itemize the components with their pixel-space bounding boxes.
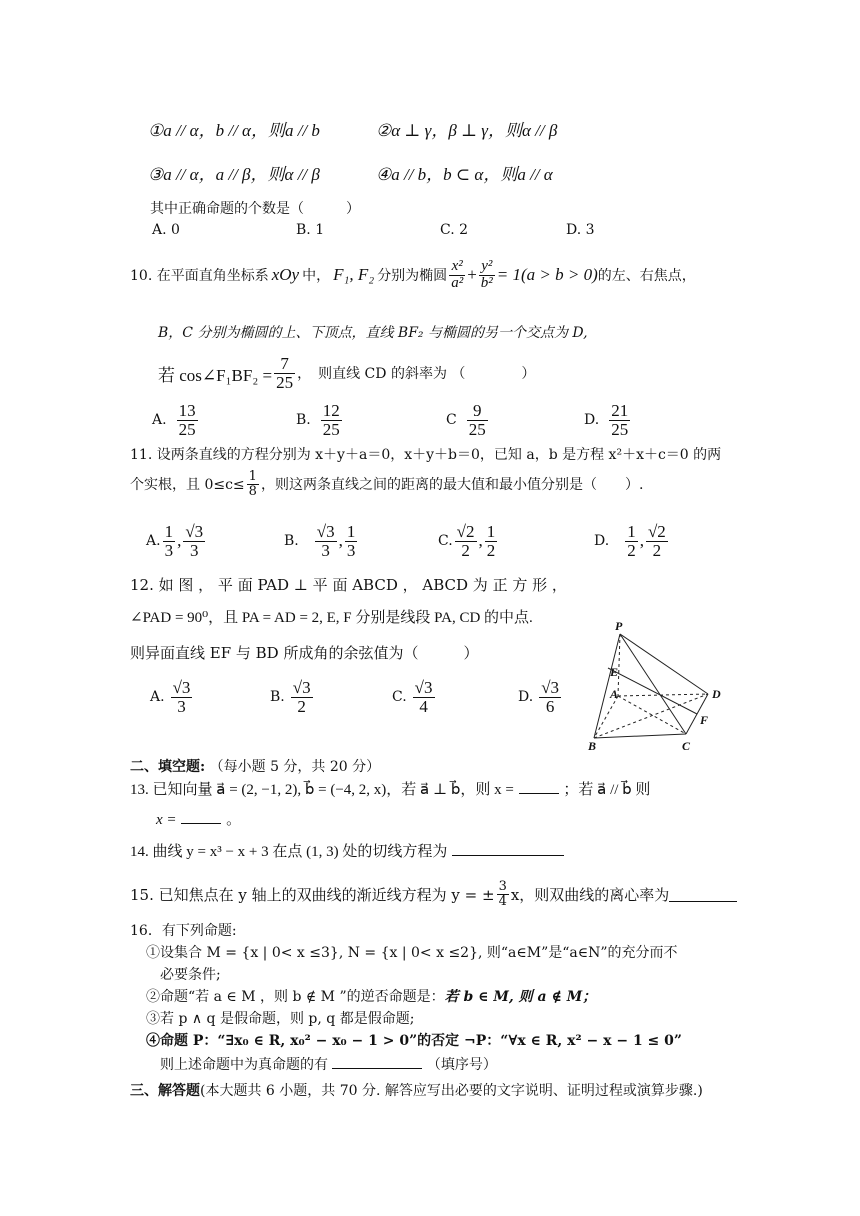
q9-choice-b: B. 1 (296, 222, 325, 238)
choice-label: D. (584, 412, 600, 428)
label-B: B (588, 739, 597, 753)
section-3-heading (130, 1080, 703, 1100)
q16-answer-line (160, 1054, 497, 1074)
fraction-numerator: √2 (456, 521, 475, 541)
q13-answer-blank-2[interactable] (181, 809, 221, 824)
q13-line-1 (130, 778, 650, 799)
q12-choice-a (150, 674, 194, 720)
q12-pyramid-figure (580, 616, 750, 756)
choice-label: C (446, 412, 457, 428)
choice-fraction-1 (315, 523, 337, 560)
choice-fraction (413, 679, 435, 716)
choice-fraction-1 (455, 523, 477, 560)
choice-label: A. (146, 533, 161, 549)
fraction-denominator: 2 (486, 540, 496, 560)
fraction-numerator: 1 (486, 521, 496, 541)
fraction-denominator: 2 (297, 696, 306, 716)
fraction-denominator: 3 (189, 540, 199, 560)
edge-AD (618, 694, 708, 696)
q10-line-3 (158, 350, 535, 396)
choice-fraction (177, 402, 198, 439)
q13-line-2 (156, 808, 241, 829)
q10-choice-b (296, 398, 344, 442)
q11-choice-c: C. $\frac{√2}{2}$ , $\frac{1}{2}$ (438, 521, 496, 560)
choice-fraction (539, 679, 561, 716)
label-F: F (700, 713, 709, 727)
fraction-numerator: √3 (292, 677, 311, 697)
q16-proposition-2b: 若 b ∈ M, 则 a ∉ M； (444, 989, 597, 1005)
q11-text-a: 个实根，且 0≤c≤ (130, 477, 245, 493)
fraction-denominator: 3 (164, 540, 174, 560)
choice-fraction-1 (163, 523, 176, 560)
q16-proposition-3: ③若 p ∧ q 是假命题，则 p, q 都是假命题; (146, 1011, 415, 1027)
q14-line (130, 840, 564, 861)
choice-fraction-2 (345, 523, 358, 560)
q10-coord-system: xOy (271, 265, 300, 284)
q9-choice-a: A. 0 (152, 222, 180, 238)
q10-foci: F₁, F₂ (333, 265, 375, 284)
fraction-numerator: 21 (611, 400, 629, 420)
fraction-numerator: √3 (172, 677, 191, 697)
choice-fraction (467, 402, 488, 439)
q10-cos-expression: 若 cos∠F₁BF₂ = (158, 365, 273, 385)
choice-label: C. (438, 533, 453, 549)
fraction-denominator: 2 (461, 540, 470, 560)
segment-AC (618, 696, 686, 734)
q10-choice-c (446, 398, 490, 442)
fraction-numerator: x² (449, 259, 465, 276)
q10-ellipse-x-fraction (449, 259, 465, 292)
label-A: A (610, 687, 619, 701)
q10-ellipse-y-fraction (479, 259, 495, 292)
q14-answer-blank[interactable] (452, 841, 564, 856)
label-C: C (682, 739, 691, 753)
q15-text-b: x，则双曲线的离心率为 (510, 885, 670, 904)
edge-PC (620, 634, 686, 734)
q9-choice-d: D. 3 (566, 222, 595, 238)
choice-fraction (291, 679, 313, 716)
q10-line-1: 10. 在平面直角坐标系 xOy 中， F₁, F₂ 分别为椭圆 $\frac{\text{x²}}{\text{a²}}$ + $\frac{\text{y²}}{\text{b²}}$ = 1(a > b > 0) 的左、右焦点， (130, 257, 696, 291)
edge-AB (594, 696, 618, 738)
edge-BC (594, 734, 686, 738)
q16-proposition-2 (146, 986, 596, 1006)
fraction-denominator: 4 (419, 696, 428, 716)
choice-label: A. (150, 689, 165, 705)
section-2-note: （每小题 5 分，共 20 分） (209, 759, 381, 775)
section-3-note: (本大题共 6 小题，共 70 分. 解答应写出必要的文字说明、证明过程或演算步骤.) (200, 1083, 703, 1099)
choice-label: C. (392, 689, 407, 705)
q10-line-2: B，C 分别为椭圆的上、下顶点，直线 BF₂ 与椭圆的另一个交点为 D, (158, 325, 588, 341)
fraction-denominator: 25 (322, 419, 340, 439)
q16-text-a: 则上述命题中为真命题的有 (160, 1057, 328, 1073)
fraction-numerator: √2 (647, 521, 666, 541)
fraction-denominator: 25 (276, 372, 294, 392)
fraction-numerator: y² (479, 259, 495, 276)
choice-fraction (609, 402, 630, 439)
fraction-denominator: 3 (177, 696, 186, 716)
q9-statement-3: ③a // α，a // β，则α // β (148, 165, 320, 184)
q16-proposition-1a: ①设集合 M = {x | 0< x ≤3}, N = {x | 0< x ≤2}, 则“a∈M”是“a∈N”的充分而不 (146, 945, 678, 961)
q9-statement-2: ②α ⊥ γ，β ⊥ γ，则α // β (376, 121, 558, 140)
q13-text-a: 13. 已知向量 a⃗ = (2, −1, 2), b⃗ = (−4, 2, x)，若 a⃗ ⊥ b⃗，则 x = (130, 782, 514, 798)
fraction-numerator: √3 (414, 677, 433, 697)
q13-text-d: 。 (226, 810, 242, 828)
choice-label: B. (284, 533, 299, 549)
fraction-denominator: 6 (545, 696, 555, 716)
q16-answer-blank[interactable] (332, 1054, 422, 1069)
q13-text-c: x = (156, 812, 177, 828)
q12-line-1: 12. 如 图 ， 平 面 PAD ⊥ 平 面 ABCD ， ABCD 为 正 方 形 ， (130, 576, 567, 594)
q15-text-a: 15. 已知焦点在 y 轴上的双曲线的渐近线方程为 y = ± (130, 885, 495, 904)
q16-text-b: （填序号） (426, 1057, 497, 1073)
q9-choice-c: C. 2 (440, 222, 469, 238)
q9-statement-1: ①a // α，b // α，则a // b (148, 121, 320, 140)
q10-cos-tail: ， 则直线 CD 的斜率为 （ ） (297, 366, 536, 382)
section-3-title: 三、解答题 (130, 1083, 200, 1099)
q15-line (130, 874, 737, 914)
fraction-denominator: 25 (468, 419, 486, 439)
fraction-numerator: 3 (498, 878, 507, 894)
q16-proposition-4: ④命题 P：“∃x₀ ∈ R, x₀² − x₀ − 1 > 0”的否定 ¬P：“∀x ∈ R, x² − x − 1 ≤ 0” (146, 1033, 682, 1049)
fraction-numerator: 12 (322, 400, 340, 420)
fraction-numerator: 1 (164, 521, 174, 541)
q9-prompt: 其中正确命题的个数是（ ） (150, 201, 360, 217)
fraction-denominator: 8 (248, 483, 257, 499)
q10-choice-d (584, 398, 632, 442)
fraction-denominator: 3 (321, 540, 330, 560)
fraction-numerator: √3 (316, 521, 335, 541)
edge-PA (618, 634, 620, 696)
fraction-numerator: 1 (248, 468, 257, 484)
q12-choice-b (270, 674, 315, 720)
q14-text: 14. 曲线 y = x³ − x + 3 在点 (1, 3) 处的切线方程为 (130, 844, 448, 860)
label-D: D (712, 687, 721, 701)
q15-answer-blank[interactable] (669, 887, 737, 902)
choice-fraction (321, 402, 342, 439)
q12-line-3: 则异面直线 EF 与 BD 所成角的余弦值为（ ） (130, 644, 479, 662)
fraction-numerator: √3 (541, 677, 560, 697)
fraction-numerator: 13 (178, 400, 196, 420)
choice-fraction-2 (646, 523, 668, 560)
fraction-numerator: 7 (274, 355, 295, 374)
fraction-denominator: 4 (498, 893, 507, 909)
choice-fraction-1 (625, 523, 638, 560)
q13-text-b: ；若 a⃗ // b⃗ 则 (563, 782, 651, 798)
q11-choice-d: D. $\frac{1}{2}$ , $\frac{√2}{2}$ (594, 521, 666, 560)
choice-label: B. (296, 412, 311, 428)
choice-fraction-2 (485, 523, 498, 560)
q10-text-e: 分别为椭圆 (377, 268, 448, 284)
section-2-heading (130, 756, 380, 776)
q11-c-fraction (247, 470, 259, 498)
fraction-numerator: 1 (346, 521, 356, 541)
q16-title: 16．有下列命题: (130, 923, 237, 939)
fraction-denominator: 3 (346, 540, 356, 560)
q10-cos-fraction (274, 355, 295, 392)
q10-ellipse-condition: = 1(a > b > 0) (496, 265, 598, 284)
label-P: P (615, 619, 623, 633)
q11-line-2 (130, 462, 643, 506)
choice-label: D. (594, 533, 610, 549)
fraction-denominator: 25 (611, 419, 629, 439)
fraction-denominator: 25 (178, 419, 196, 439)
choice-label: D. (518, 689, 534, 705)
edge-PB (594, 634, 620, 738)
segment-EF (608, 668, 697, 714)
fraction-denominator: 2 (627, 540, 636, 560)
section-2-title: 二、填空题: (130, 759, 206, 775)
q11-line-1: 11. 设两条直线的方程分别为 x＋y＋a＝0，x＋y＋b＝0，已知 a，b 是方程 x²＋x＋c＝0 的两 (130, 447, 722, 463)
fraction-numerator: 1 (627, 521, 636, 541)
q11-choice-b: B. $\frac{√3}{3}$ , $\frac{1}{3}$ (284, 521, 356, 560)
choice-fraction (171, 679, 193, 716)
q11-choice-a: A. $\frac{1}{3}$ , $\frac{√3}{3}$ (146, 521, 204, 560)
edge-PD (620, 634, 708, 694)
q12-choice-c (392, 674, 437, 720)
fraction-denominator: a² (451, 274, 464, 291)
q12-line-2: ∠PAD = 90⁰，且 PA = AD = 2, E, F 分别是线段 PA, CD 的中点. (130, 610, 533, 626)
q13-answer-blank-1[interactable] (519, 779, 559, 794)
q10-choice-a (152, 398, 200, 442)
choice-label: A. (152, 412, 167, 428)
fraction-numerator: √3 (185, 521, 204, 541)
q10-text-a: 10. 在平面直角坐标系 (130, 268, 269, 284)
q9-statement-4: ④a // b，b ⊂ α，则a // α (376, 165, 553, 184)
q16-proposition-1b: 必要条件; (160, 967, 221, 983)
q10-text-g: 的左、右焦点， (597, 268, 696, 284)
q10-text-c: 中， (302, 268, 331, 284)
fraction-numerator: 9 (467, 402, 488, 421)
fraction-denominator: 2 (652, 540, 662, 560)
q15-fraction (497, 880, 509, 908)
label-E: E (610, 665, 619, 679)
fraction-denominator: b² (480, 274, 493, 291)
choice-fraction-2 (183, 523, 205, 560)
choice-label: B. (270, 689, 285, 705)
q12-choice-d (518, 674, 563, 720)
q16-proposition-2a: ②命题“若 a ∈ M ，则 b ∉ M ”的逆否命题是： (146, 989, 445, 1005)
q11-text-b: ，则这两条直线之间的距离的最大值和最小值分别是（ ）. (260, 477, 644, 493)
